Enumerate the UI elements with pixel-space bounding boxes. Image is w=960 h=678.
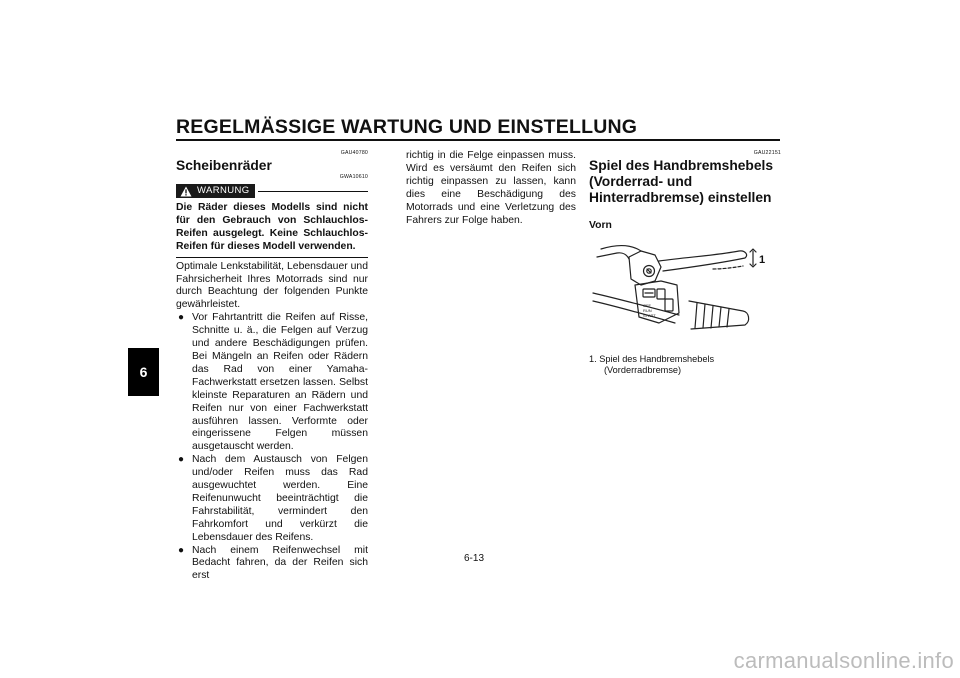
warning-rule (258, 191, 368, 192)
title-line: Spiel des Handbremshebels (589, 158, 774, 173)
warning-triangle-icon (180, 186, 192, 197)
watermark: carmanualsonline.info (733, 648, 954, 673)
warning-label: WARNUNG (197, 184, 250, 196)
list-item (176, 312, 368, 454)
continued-paragraph: richtig in die Felge einpassen muss. Wird es versäumt den Reifen sich richtig einpassen zu lassen, kann dies eine Beschädigung des Motorrads und eine Verletzung des Fahrers zur Folge haben. (406, 150, 576, 226)
list-item-text: Nach dem Austausch von Felgen und/oder Reifen muss das Rad ausgewuchtet werden. Eine Reifenunwucht beeinträchtigt die Fahrstabilität, vermindert den Fahrkomfort und verkürzt die Lebensdauer des Reifens. (192, 454, 368, 543)
section-code: GAU40780 (340, 150, 368, 156)
page-number: 6-13 (464, 553, 485, 564)
figure-caption (589, 354, 781, 377)
brake-lever-illustration (589, 241, 781, 337)
switch-label-start: START (643, 312, 656, 318)
subheading-front: Vorn (589, 220, 612, 231)
list-item-text: Vor Fahrtantritt die Reifen auf Risse, Schnitte u. ä., die Felgen auf Verzug und andere Beschädigungen prüfen. Bei Mängeln an Reifen oder Rädern das Rad von einer Yamaha-Fachwerkstatt ersetzen lassen. Selbst kleinste Reparaturen an Rädern und Reifen nur von einer Fachwerkstatt ausführen lassen. Verformte oder eingerissene Felgen müssen ausgetauscht werden. (192, 312, 368, 453)
switch-label-run: RUN (643, 307, 652, 313)
column-left (176, 150, 368, 583)
section-title-brake-lever (589, 158, 781, 206)
caption-line: 1. Spiel des Handbremshebels (589, 353, 715, 364)
warning-badge (176, 184, 255, 198)
bullet-icon: ● (178, 312, 185, 324)
column-middle (406, 150, 576, 227)
bullet-icon: ● (178, 544, 185, 556)
warning-header (176, 184, 368, 198)
section-code: GAU22151 (753, 150, 781, 156)
page-header-title: REGELMÄSSIGE WARTUNG UND EINSTELLUNG (176, 116, 638, 138)
figure-callout: 1 (759, 253, 766, 266)
column-right (589, 150, 781, 377)
warning-code: GWA10610 (339, 174, 368, 180)
list-item-text: Nach einem Reifenwechsel mit Bedacht fahren, da der Reifen sich erst (192, 544, 368, 582)
caption-line: (Vorderradbremse) (604, 365, 682, 376)
section-title-wheels: Scheibenräder (176, 158, 272, 173)
warning-end-rule (176, 257, 368, 258)
list-item (176, 545, 368, 584)
title-line: Hinterradbremse) einstellen (589, 190, 772, 205)
header-rule (176, 139, 780, 141)
intro-paragraph: Optimale Lenkstabilität, Lebensdauer und Fahrsicherheit Ihres Motorrads sind nur durch Beachtung der folgenden Punkte gewährleistet. (176, 260, 368, 311)
list-item (176, 454, 368, 544)
chapter-tab[interactable]: 6 (128, 348, 159, 396)
switch-label-off: OFF (643, 302, 651, 308)
bullet-icon: ● (178, 454, 185, 466)
title-line: (Vorderrad- und (589, 174, 693, 189)
warning-text: Die Räder dieses Modells sind nicht für den Gebrauch von Schlauchlos-Reifen ausgelegt. Keine Schlauchlos-Reifen für dieses Modell verwenden. (176, 202, 368, 252)
